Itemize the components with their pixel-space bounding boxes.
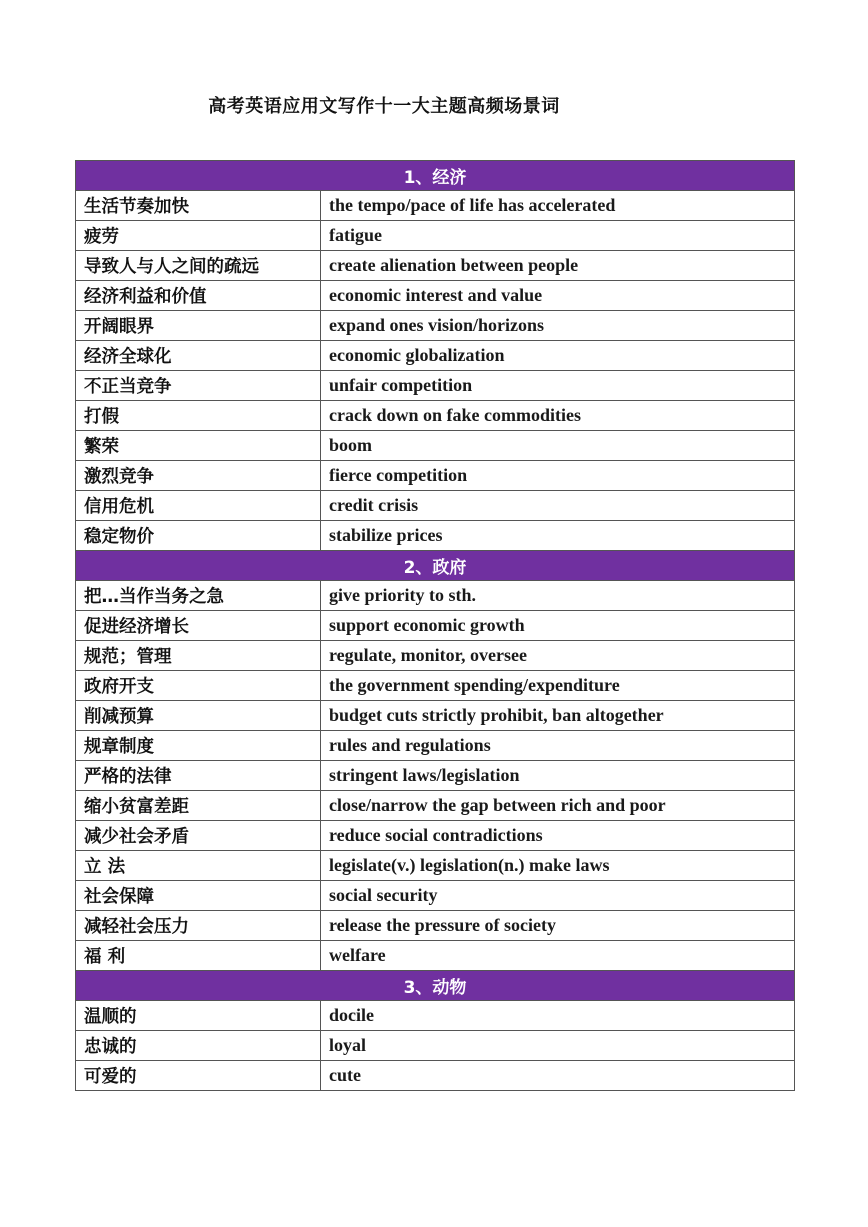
section-heading: 3、动物	[76, 971, 795, 1001]
chinese-term: 把…当作当务之急	[76, 581, 321, 611]
english-translation: fierce competition	[321, 461, 795, 491]
section-header-row	[76, 551, 795, 581]
english-translation: credit crisis	[321, 491, 795, 521]
english-translation: the tempo/pace of life has accelerated	[321, 191, 795, 221]
section-heading: 2、政府	[76, 551, 795, 581]
english-translation: budget cuts strictly prohibit, ban altogether	[321, 701, 795, 731]
vocab-row	[76, 851, 795, 881]
chinese-term: 政府开支	[76, 671, 321, 701]
vocab-row	[76, 431, 795, 461]
section-heading: 1、经济	[76, 161, 795, 191]
vocab-row	[76, 281, 795, 311]
vocabulary-table	[75, 160, 795, 1091]
chinese-term: 繁荣	[76, 431, 321, 461]
document-title: 高考英语应用文写作十一大主题高频场景词	[208, 96, 560, 117]
english-translation: close/narrow the gap between rich and poor	[321, 791, 795, 821]
chinese-term: 规范；管理	[76, 641, 321, 671]
chinese-term: 削减预算	[76, 701, 321, 731]
vocab-row	[76, 491, 795, 521]
english-translation: social security	[321, 881, 795, 911]
chinese-term: 导致人与人之间的疏远	[76, 251, 321, 281]
english-translation: docile	[321, 1001, 795, 1031]
vocab-row	[76, 461, 795, 491]
section-header-row	[76, 161, 795, 191]
english-translation: welfare	[321, 941, 795, 971]
english-translation: rules and regulations	[321, 731, 795, 761]
english-translation: fatigue	[321, 221, 795, 251]
vocab-row	[76, 611, 795, 641]
vocab-row	[76, 791, 795, 821]
vocabulary-table-body	[76, 161, 795, 1091]
vocab-row	[76, 311, 795, 341]
english-translation: unfair competition	[321, 371, 795, 401]
vocab-row	[76, 371, 795, 401]
english-translation: loyal	[321, 1031, 795, 1061]
section-header-row	[76, 971, 795, 1001]
vocab-row	[76, 191, 795, 221]
chinese-term: 减少社会矛盾	[76, 821, 321, 851]
chinese-term: 开阔眼界	[76, 311, 321, 341]
vocab-row	[76, 581, 795, 611]
vocab-row	[76, 701, 795, 731]
chinese-term: 疲劳	[76, 221, 321, 251]
english-translation: regulate, monitor, oversee	[321, 641, 795, 671]
vocab-row	[76, 761, 795, 791]
chinese-term: 促进经济增长	[76, 611, 321, 641]
english-translation: support economic growth	[321, 611, 795, 641]
vocab-row	[76, 671, 795, 701]
chinese-term: 生活节奏加快	[76, 191, 321, 221]
vocab-row	[76, 1031, 795, 1061]
english-translation: legislate(v.) legislation(n.) make laws	[321, 851, 795, 881]
chinese-term: 福 利	[76, 941, 321, 971]
english-translation: reduce social contradictions	[321, 821, 795, 851]
chinese-term: 减轻社会压力	[76, 911, 321, 941]
chinese-term: 打假	[76, 401, 321, 431]
chinese-term: 社会保障	[76, 881, 321, 911]
chinese-term: 可爱的	[76, 1061, 321, 1091]
english-translation: stringent laws/legislation	[321, 761, 795, 791]
english-translation: give priority to sth.	[321, 581, 795, 611]
vocab-row	[76, 521, 795, 551]
chinese-term: 温顺的	[76, 1001, 321, 1031]
vocab-row	[76, 1001, 795, 1031]
vocab-row	[76, 251, 795, 281]
chinese-term: 规章制度	[76, 731, 321, 761]
vocab-row	[76, 221, 795, 251]
chinese-term: 缩小贫富差距	[76, 791, 321, 821]
chinese-term: 经济全球化	[76, 341, 321, 371]
chinese-term: 稳定物价	[76, 521, 321, 551]
english-translation: the government spending/expenditure	[321, 671, 795, 701]
vocab-row	[76, 731, 795, 761]
vocab-row	[76, 821, 795, 851]
chinese-term: 激烈竞争	[76, 461, 321, 491]
english-translation: economic globalization	[321, 341, 795, 371]
english-translation: stabilize prices	[321, 521, 795, 551]
english-translation: release the pressure of society	[321, 911, 795, 941]
vocab-row	[76, 341, 795, 371]
english-translation: expand ones vision/horizons	[321, 311, 795, 341]
english-translation: boom	[321, 431, 795, 461]
chinese-term: 严格的法律	[76, 761, 321, 791]
vocab-row	[76, 401, 795, 431]
english-translation: crack down on fake commodities	[321, 401, 795, 431]
vocab-row	[76, 881, 795, 911]
chinese-term: 立 法	[76, 851, 321, 881]
english-translation: create alienation between people	[321, 251, 795, 281]
vocab-row	[76, 641, 795, 671]
vocab-row	[76, 1061, 795, 1091]
vocab-row	[76, 911, 795, 941]
english-translation: cute	[321, 1061, 795, 1091]
chinese-term: 信用危机	[76, 491, 321, 521]
english-translation: economic interest and value	[321, 281, 795, 311]
chinese-term: 忠诚的	[76, 1031, 321, 1061]
vocab-row	[76, 941, 795, 971]
chinese-term: 不正当竞争	[76, 371, 321, 401]
chinese-term: 经济利益和价值	[76, 281, 321, 311]
